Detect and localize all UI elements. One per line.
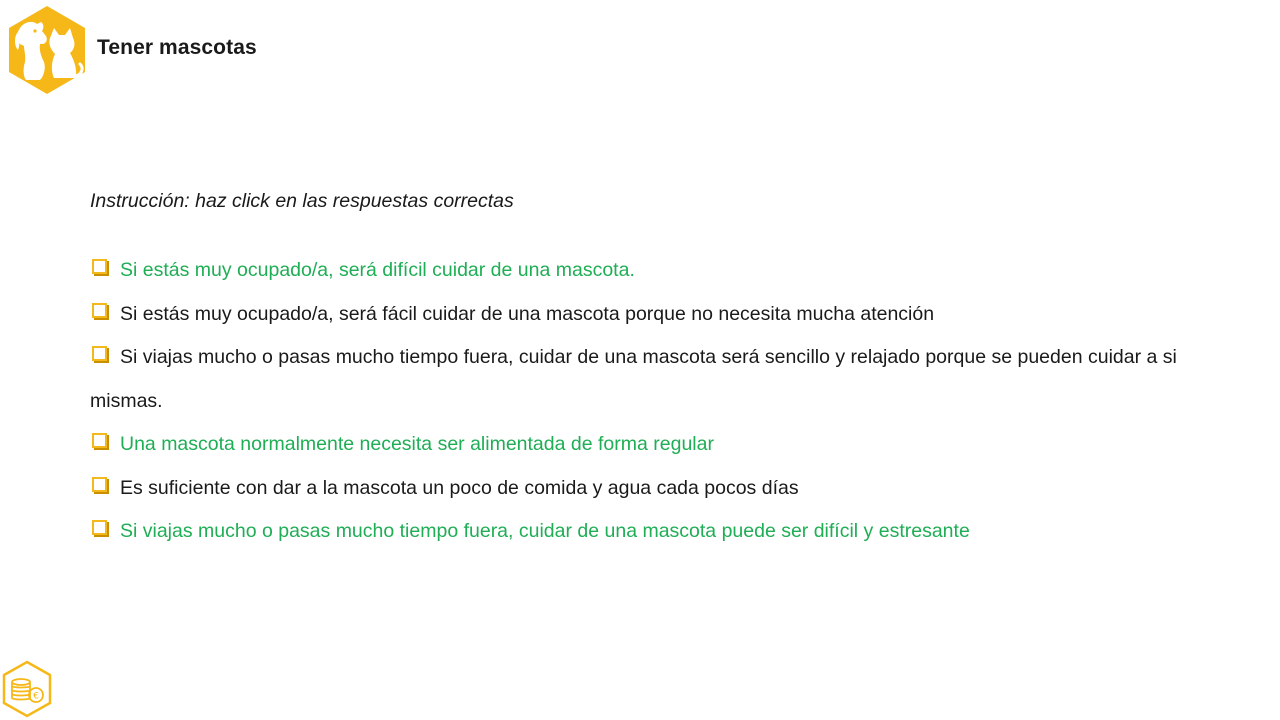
svg-text:€: € [33, 691, 39, 702]
answer-option-label: Es suficiente con dar a la mascota un poco de comida y agua cada pocos días [120, 476, 799, 499]
answer-option-label: Una mascota normalmente necesita ser alimentada de forma regular [120, 433, 714, 455]
answer-option-3[interactable] [90, 336, 1230, 423]
answer-options-list [90, 249, 1230, 554]
checkbox-icon[interactable] [92, 520, 107, 535]
checkbox-icon[interactable] [92, 433, 107, 448]
answer-option-label: Si viajas mucho o pasas mucho tiempo fuera, cuidar de una mascota puede ser difícil y estresante [120, 520, 970, 542]
answer-option-6[interactable] [90, 510, 1230, 554]
answer-option-2[interactable] [90, 293, 1230, 337]
answer-option-label: Si estás muy ocupado/a, será fácil cuidar de una mascota porque no necesita mucha atención [120, 302, 935, 325]
slide-title: Tener mascotas [97, 36, 257, 59]
checkbox-icon[interactable] [92, 303, 107, 318]
instruction-text: Instrucción: haz click en las respuestas correctas [90, 190, 514, 212]
answer-option-label: Si viajas mucho o pasas mucho tiempo fuera, cuidar de una mascota será sencillo y relajado porque se pueden cuidar a si mismas. [90, 346, 1177, 412]
answer-option-4[interactable] [90, 423, 1230, 467]
pets-hexagon-icon [6, 4, 88, 96]
coins-hexagon-icon [1, 660, 53, 718]
answer-option-label: Si estás muy ocupado/a, será difícil cuidar de una mascota. [120, 259, 635, 281]
answer-option-5[interactable] [90, 467, 1230, 511]
checkbox-icon[interactable] [92, 259, 107, 274]
answer-option-1[interactable] [90, 249, 1230, 293]
checkbox-icon[interactable] [92, 346, 107, 361]
checkbox-icon[interactable] [92, 477, 107, 492]
